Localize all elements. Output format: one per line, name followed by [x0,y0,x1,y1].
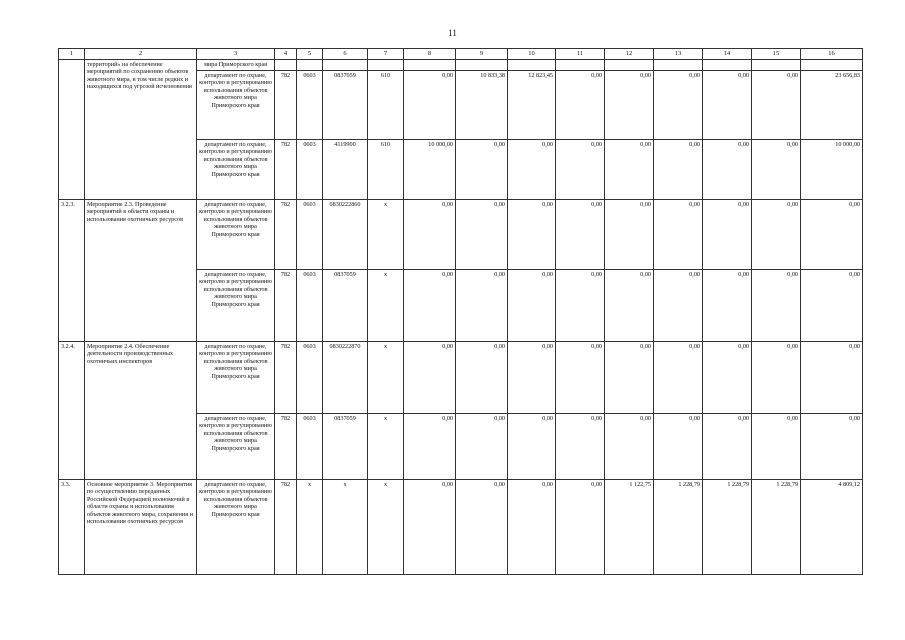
target-code-cell: 0837059 [323,71,368,140]
admin-code-cell: 782 [275,414,297,480]
executor-cell: департамент по охране, контролю и регулированию использования объектов животного мира Приморского края [197,414,275,480]
value-cell: 0,00 [605,414,654,480]
value-cell: 10 833,38 [456,71,508,140]
table-row [59,342,863,414]
table-row [59,480,863,575]
table-row [59,60,863,71]
expense-type-cell: x [368,200,404,270]
value-cell: 0,00 [801,414,863,480]
table-body [59,60,863,575]
value-cell [508,60,556,71]
value-cell: 0,00 [654,71,703,140]
value-cell: 0,00 [752,140,801,200]
row-name-cell: территорий» на обеспечение мероприятий по сохранению объектов животного мира, в том числе редких и находящихся под угрозой исчезновения [85,60,197,200]
admin-code-cell [275,60,297,71]
value-cell: 0,00 [556,200,605,270]
row-name-cell: Мероприятие 2.3. Проведение мероприятий в области охраны и использования охотничьих ресурсов [85,200,197,342]
value-cell: 0,00 [703,71,752,140]
executor-cell: департамент по охране, контролю и регулированию использования объектов животного мира Приморского края [197,270,275,342]
admin-code-cell: 782 [275,200,297,270]
value-cell: 0,00 [752,71,801,140]
section-code-cell: 0603 [297,200,323,270]
value-cell: 0,00 [752,200,801,270]
admin-code-cell: 782 [275,140,297,200]
value-cell: 0,00 [456,140,508,200]
section-code-cell: 0603 [297,342,323,414]
column-header: 2 [85,49,197,60]
value-cell: 0,00 [703,140,752,200]
value-cell: 0,00 [605,342,654,414]
value-cell: 0,00 [605,270,654,342]
table-row [59,200,863,270]
row-code-cell: 3.2.3. [59,200,85,342]
section-code-cell: 0603 [297,414,323,480]
value-cell: 0,00 [605,71,654,140]
value-cell: 0,00 [508,200,556,270]
column-header: 5 [297,49,323,60]
target-code-cell: 0837059 [323,414,368,480]
value-cell: 0,00 [605,200,654,270]
value-cell [801,60,863,71]
value-cell: 0,00 [456,414,508,480]
column-header: 13 [654,49,703,60]
row-name-cell: Мероприятие 2.4. Обеспечение деятельности производственных охотничьих инспекторов [85,342,197,480]
value-cell: 1 228,79 [752,480,801,575]
value-cell: 0,00 [801,342,863,414]
value-cell: 0,00 [801,270,863,342]
value-cell: 10 000,00 [801,140,863,200]
column-header: 10 [508,49,556,60]
expense-type-cell: x [368,270,404,342]
column-header: 11 [556,49,605,60]
executor-cell: департамент по охране, контролю и регулированию использования объектов животного мира Приморского края [197,480,275,575]
value-cell: 0,00 [654,200,703,270]
row-code-cell: 3.2.4. [59,342,85,480]
value-cell [752,60,801,71]
expense-type-cell: x [368,342,404,414]
value-cell: 0,00 [456,200,508,270]
column-header: 6 [323,49,368,60]
value-cell: 0,00 [508,342,556,414]
value-cell [605,60,654,71]
value-cell: 0,00 [556,71,605,140]
value-cell: 0,00 [404,200,456,270]
value-cell: 0,00 [654,270,703,342]
value-cell: 0,00 [404,270,456,342]
admin-code-cell: 782 [275,71,297,140]
row-code-cell: 3.3. [59,480,85,575]
value-cell: 0,00 [752,414,801,480]
expense-type-cell: 610 [368,71,404,140]
column-header: 3 [197,49,275,60]
section-code-cell: 0603 [297,140,323,200]
admin-code-cell: 782 [275,270,297,342]
section-code-cell: x [297,480,323,575]
executor-cell: департамент по охране, контролю и регулированию использования объектов животного мира Приморского края [197,342,275,414]
value-cell: 0,00 [404,414,456,480]
executor-cell: мира Приморского края [197,60,275,71]
value-cell: 0,00 [654,140,703,200]
value-cell: 0,00 [654,342,703,414]
header-row [59,49,863,60]
value-cell: 0,00 [456,480,508,575]
value-cell: 0,00 [654,414,703,480]
value-cell: 0,00 [703,270,752,342]
column-header: 4 [275,49,297,60]
value-cell: 0,00 [508,480,556,575]
column-header: 9 [456,49,508,60]
column-header: 8 [404,49,456,60]
value-cell: 0,00 [703,200,752,270]
expense-type-cell [368,60,404,71]
value-cell: 0,00 [556,342,605,414]
column-header: 16 [801,49,863,60]
admin-code-cell: 782 [275,342,297,414]
section-code-cell: 0603 [297,71,323,140]
value-cell: 0,00 [556,270,605,342]
value-cell: 0,00 [703,414,752,480]
value-cell: 10 000,00 [404,140,456,200]
value-cell: 1 228,79 [654,480,703,575]
row-code-cell [59,60,85,200]
value-cell: 4 809,12 [801,480,863,575]
value-cell: 0,00 [801,200,863,270]
target-code-cell: 4119900 [323,140,368,200]
value-cell: 0,00 [404,480,456,575]
value-cell: 23 656,83 [801,71,863,140]
value-cell: 0,00 [752,342,801,414]
value-cell: 0,00 [703,342,752,414]
column-header: 14 [703,49,752,60]
value-cell [703,60,752,71]
value-cell [654,60,703,71]
value-cell: 0,00 [605,140,654,200]
row-name-cell: Основное мероприятие 3. Мероприятия по осуществлению переданных Российской Федерацией полномочий в области охраны и использования объектов животного мира, сохранения и использования охотничьих ресурсов [85,480,197,575]
admin-code-cell: 782 [275,480,297,575]
value-cell: 1 122,75 [605,480,654,575]
target-code-cell: 0830222860 [323,200,368,270]
executor-cell: департамент по охране, контролю и регулированию использования объектов животного мира Приморского края [197,140,275,200]
target-code-cell: 0830222870 [323,342,368,414]
value-cell: 0,00 [508,414,556,480]
value-cell [404,60,456,71]
target-code-cell [323,60,368,71]
target-code-cell: 0837059 [323,270,368,342]
column-header: 1 [59,49,85,60]
column-header: 7 [368,49,404,60]
value-cell: 0,00 [508,270,556,342]
value-cell: 0,00 [752,270,801,342]
page-number: 11 [448,28,457,38]
value-cell: 0,00 [456,270,508,342]
executor-cell: департамент по охране, контролю и регулированию использования объектов животного мира Приморского края [197,200,275,270]
executor-cell: департамент по охране, контролю и регулированию использования объектов животного мира Приморского края [197,71,275,140]
value-cell: 12 823,45 [508,71,556,140]
value-cell: 1 228,79 [703,480,752,575]
value-cell: 0,00 [556,480,605,575]
section-code-cell: 0603 [297,270,323,342]
expense-type-cell: x [368,480,404,575]
value-cell: 0,00 [508,140,556,200]
value-cell [456,60,508,71]
column-header: 12 [605,49,654,60]
value-cell: 0,00 [404,71,456,140]
value-cell: 0,00 [556,140,605,200]
budget-table [58,48,863,575]
expense-type-cell: 610 [368,140,404,200]
section-code-cell [297,60,323,71]
value-cell: 0,00 [556,414,605,480]
value-cell: 0,00 [404,342,456,414]
column-header: 15 [752,49,801,60]
value-cell [556,60,605,71]
expense-type-cell: x [368,414,404,480]
target-code-cell: x [323,480,368,575]
value-cell: 0,00 [456,342,508,414]
